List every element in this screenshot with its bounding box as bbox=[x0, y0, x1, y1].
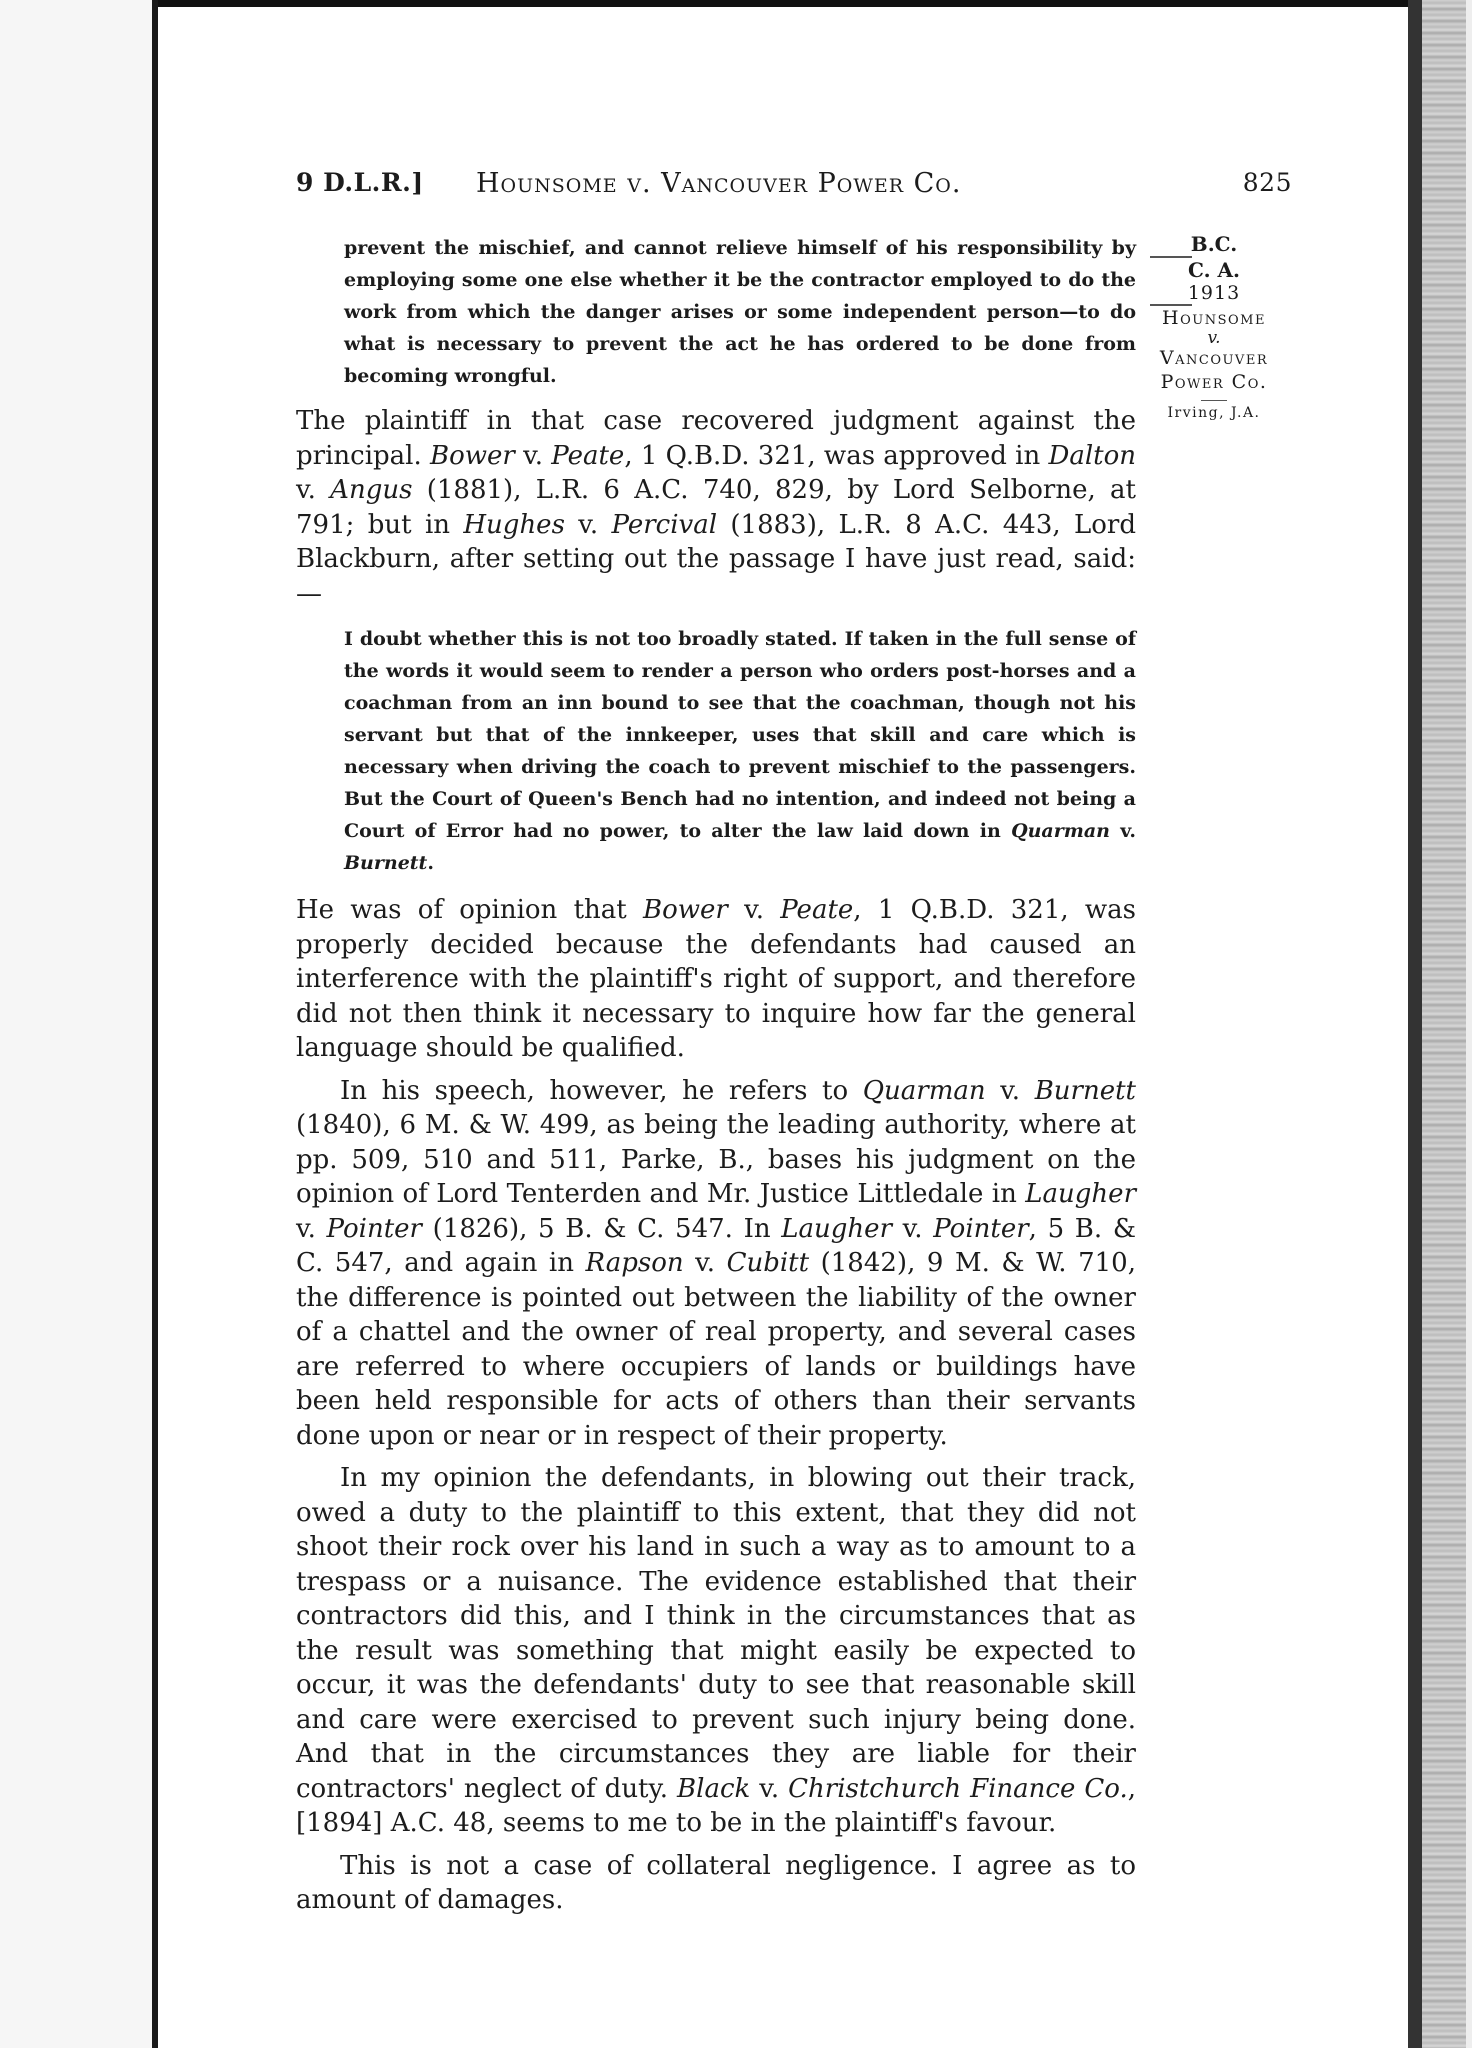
block-quote-selborne: prevent the mischief, and cannot relieve himself of his responsibility by employing some one else whether it be the contractor employed to do the work from which the danger arises or some independent person—to do what is necessary to prevent the act he has ordered to be done from becoming wrongful. bbox=[344, 237, 1136, 387]
margin-case-defendant: Vancouver bbox=[1159, 347, 1269, 369]
paragraph-3: In his speech, however, he refers to Quarman v. Burnett (1840), 6 M. & W. 499, as being the leading authority, where at pp. 509, 510 and 511, Parke, B., bases his judgment on the opinion of Lord Tenterden and Mr. Justice Littledale in Laugher v. Pointer (1826), 5 B. & C. 547. In Laugher v. Pointer, 5 B. & C. 547, and again in Rapson v. Cubitt (1842), 9 M. & W. 710, the difference is pointed out between the liability of the owner of a chattel and the owner of real property, and several cases are referred to where occupiers of lands or buildings have been held responsible for acts of others than their servants done upon or near or in respect of their property. bbox=[296, 1075, 1136, 1451]
page-number: 825 bbox=[1242, 168, 1292, 197]
volume-reference: 9 D.L.R.] bbox=[296, 168, 424, 197]
case-name: Quarman bbox=[862, 1075, 986, 1106]
scan-top-border bbox=[0, 0, 1472, 7]
running-title: Hounsome v. Vancouver Power Co. bbox=[476, 168, 962, 199]
paragraph-5: This is not a case of collateral negligence. I agree as to amount of damages. bbox=[296, 1850, 1136, 1915]
paragraph-4: In my opinion the defendants, in blowing out their track, owed a duty to the plaintiff to this extent, that they did not shoot their rock over his land in such a way as to amount to a trespass or a nuisance. The evidence established that their contractors did this, and I think in the circumstances that as the result was something that might easily be expected to occur, it was the defendants' duty to see that reasonable skill and care were exercised to prevent such injury being done. And that in the circumstances they are liable for their contractors' neglect of duty. Black v. Christchurch Finance Co., [1894] A.C. 48, seems to me to be in the plaintiff's favour. bbox=[296, 1463, 1136, 1838]
margin-rule bbox=[1201, 400, 1227, 401]
body-text bbox=[296, 232, 1136, 1918]
case-name: Percival bbox=[611, 509, 718, 540]
paragraph-2: He was of opinion that Bower v. Peate, 1 Q.B.D. 321, was properly decided because the defendants had caused an interference with the plaintiff's right of support, and therefore did not then think it necessary to inquire how far the general language should be qualified. bbox=[296, 895, 1136, 1063]
case-name: Cubitt bbox=[726, 1248, 810, 1278]
case-name: Quarman bbox=[1011, 820, 1110, 842]
case-name: Peate bbox=[551, 440, 625, 471]
case-name: Laugher bbox=[781, 1213, 892, 1244]
case-name: Pointer bbox=[326, 1213, 422, 1244]
previous-page-edge bbox=[0, 0, 152, 2048]
block-quote-blackburn: I doubt whether this is not too broadly stated. If taken in the full sense of the words it would seem to render a person who orders post-horses and a coachman from an inn bound to see that the coachman, though not his servant but that of the innkeeper, uses that skill and care which is necessary when driving the coach to prevent mischief to the passengers. But the Court of Queen's Bench had no intention, and indeed not being a Court of Error had no power, to alter the law laid down in Quarman v. Burnett. bbox=[344, 628, 1136, 874]
case-name: Bower bbox=[642, 895, 728, 925]
case-name: Christchurch Finance Co. bbox=[788, 1773, 1128, 1804]
case-name: Angus bbox=[330, 475, 413, 505]
margin-province: B.C. bbox=[1190, 232, 1238, 256]
marginal-notes bbox=[1150, 232, 1278, 421]
case-name: Black bbox=[677, 1773, 751, 1804]
margin-case-defendant-cont: Power Co. bbox=[1160, 371, 1268, 393]
margin-year: 1913 bbox=[1187, 282, 1241, 304]
case-name: Dalton bbox=[1048, 440, 1137, 471]
case-name: Burnett bbox=[344, 852, 428, 874]
case-name: Bower bbox=[430, 440, 515, 471]
case-name: Laugher bbox=[1025, 1179, 1136, 1209]
margin-case-versus: v. bbox=[1207, 328, 1221, 348]
margin-court: C. A. bbox=[1188, 258, 1240, 282]
margin-case-plaintiff: Hounsome bbox=[1162, 307, 1266, 329]
margin-judge: Irving, J.A. bbox=[1167, 405, 1261, 421]
book-spine bbox=[152, 0, 158, 2048]
page-stack-edge bbox=[1408, 0, 1472, 2048]
case-name: Hughes bbox=[463, 509, 565, 540]
case-name: Burnett bbox=[1034, 1075, 1136, 1106]
case-name: Rapson bbox=[585, 1248, 684, 1278]
case-name: Pointer bbox=[933, 1213, 1029, 1244]
paragraph-1: The plaintiff in that case recovered judgment against the principal. Bower v. Peate, 1 Q.B.D. 321, was approved in Dalton v. Angus (1881), L.R. 6 A.C. 740, 829, by Lord Selborne, at 791; but in Hughes v. Percival (1883), L.R. 8 A.C. 443, Lord Blackburn, after setting out the passage I have just read, said:— bbox=[296, 406, 1137, 609]
running-header bbox=[296, 168, 1292, 212]
case-name: Peate bbox=[780, 895, 854, 925]
